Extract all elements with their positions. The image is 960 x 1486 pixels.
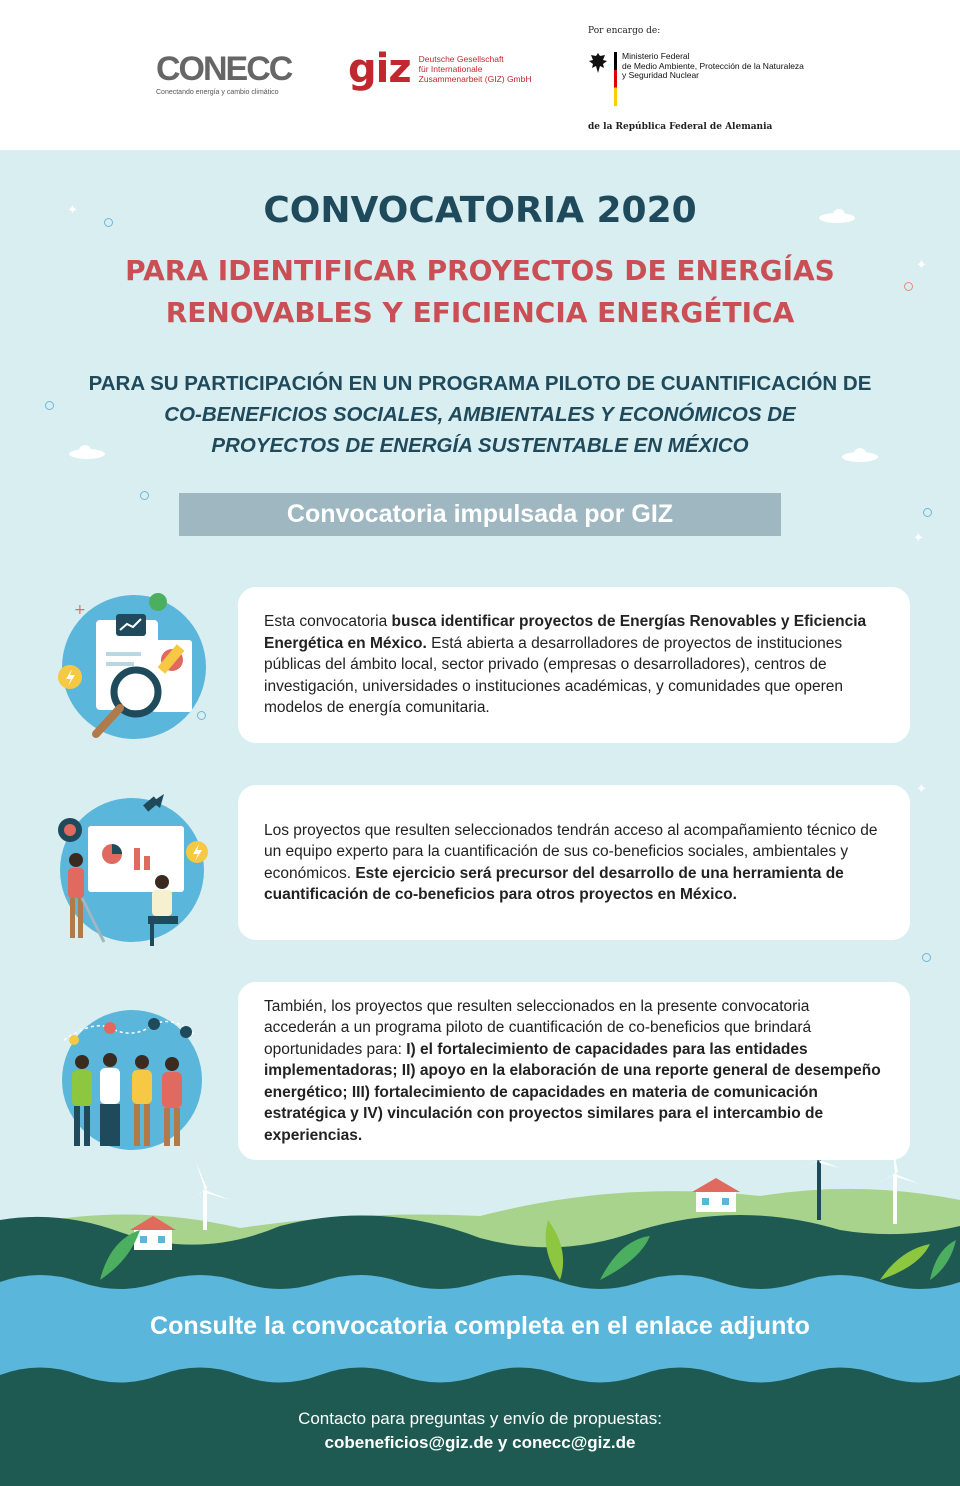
page-title: CONVOCATORIA 2020 xyxy=(263,190,697,231)
info-card-2 xyxy=(238,785,910,940)
eagle-icon xyxy=(588,52,608,106)
svg-text:+: + xyxy=(74,602,86,618)
info-card-1 xyxy=(238,587,910,743)
subtitle-line: RENOVABLES Y EFICIENCIA ENERGÉTICA xyxy=(165,296,795,329)
card-text-bold: busca identificar proyectos de Energías Renovables y Eficiencia Energética en México. xyxy=(264,613,867,652)
presentation-illustration xyxy=(52,792,212,952)
giz-name xyxy=(419,54,532,84)
decor-circle xyxy=(923,508,932,517)
giz-name-line: Zusammenarbeit (GIZ) GmbH xyxy=(418,74,532,84)
research-illustration xyxy=(56,592,216,742)
page-subtitle xyxy=(0,250,960,334)
sparkle-icon: ✦ xyxy=(916,782,927,797)
giz-logo xyxy=(348,46,532,92)
info-card-text xyxy=(264,996,884,1147)
conecc-logo xyxy=(156,52,291,96)
program-line: CO-BENEFICIOS SOCIALES, AMBIENTALES Y ECONÓMICOS DE xyxy=(164,403,796,426)
info-card-text xyxy=(264,611,884,719)
card-text: También, los proyectos que resulten seleccionados en la presente convocatoria accederán a un programa piloto de cuantificación de co-beneficios que brindará oportunidades para: xyxy=(264,997,812,1058)
giz-banner: Convocatoria impulsada por GIZ xyxy=(179,493,781,536)
conecc-tagline: Conectando energía y cambio climático xyxy=(156,89,279,96)
bmu-logo xyxy=(588,52,812,106)
german-flag-bar xyxy=(614,52,617,106)
giz-mark: giz xyxy=(348,46,411,92)
team-illustration xyxy=(54,1010,214,1155)
card-text: Esta convocatoria xyxy=(264,613,392,631)
ministry-line: de Medio Ambiente, Protección de la Naturaleza xyxy=(622,60,804,71)
program-line: PROYECTOS DE ENERGÍA SUSTENTABLE EN MÉXICO xyxy=(211,434,749,457)
ministry-name xyxy=(622,52,812,106)
contact-label: Contacto para preguntas y envío de propuestas: xyxy=(298,1409,662,1428)
program-description xyxy=(0,368,960,461)
giz-name-line: für Internationale xyxy=(418,64,483,74)
decor-circle xyxy=(140,491,149,500)
program-line: PARA SU PARTICIPACIÓN EN UN PROGRAMA PILOTO DE CUANTIFICACIÓN DE xyxy=(88,372,872,395)
card-text-bold: I) el fortalecimiento de capacidades para las entidades implementadoras; II) apoyo en la elaboración de una reporte general de desempeño energético; III) fortalecimiento de capacidades en materia de comunicación estratégica y IV) vinculación con proyectos similares para el intercambio de experiencias. xyxy=(264,1040,881,1144)
call-to-action: Consulte la convocatoria completa en el enlace adjunto xyxy=(150,1312,810,1340)
info-card-text xyxy=(264,820,884,906)
republic-label: de la República Federal de Alemania xyxy=(588,122,773,132)
ministry-line: Ministerio Federal xyxy=(622,51,690,61)
sparkle-icon: ✦ xyxy=(916,258,927,273)
header xyxy=(0,0,960,150)
ministry-line: y Seguridad Nuclear xyxy=(622,70,700,80)
giz-name-line: Deutsche Gesellschaft xyxy=(418,54,504,64)
info-card-3 xyxy=(238,982,910,1160)
commissioned-by-label: Por encargo de: xyxy=(588,26,661,36)
contact-emails[interactable]: cobeneficios@giz.de y conecc@giz.de xyxy=(324,1433,636,1452)
card-text-bold: Este ejercicio será precursor del desarrollo de una herramienta de cuantificación de co-beneficios para otros proyectos en México. xyxy=(264,864,844,903)
subtitle-line: PARA IDENTIFICAR PROYECTOS DE ENERGÍAS xyxy=(125,254,835,287)
conecc-logo-text: CONECC xyxy=(156,50,292,88)
sparkle-icon: ✦ xyxy=(913,531,924,546)
card-text: Los proyectos que resulten seleccionados tendrán acceso al acompañamiento técnico de un equipo experto para la cuantificación de sus co-beneficios sociales, ambientales y económicos. xyxy=(264,821,878,882)
house-icon xyxy=(692,1178,740,1212)
decor-circle xyxy=(922,953,931,962)
sparkle-icon: ✦ xyxy=(67,203,78,218)
card-text: Está abierta a desarrolladores de proyectos de instituciones públicas del ámbito local, sector privado (empresas o desarrolladores), centros de investigación, universidades o instituciones académicas, y comunidades que operen modelos de energía comunitaria. xyxy=(264,634,844,717)
